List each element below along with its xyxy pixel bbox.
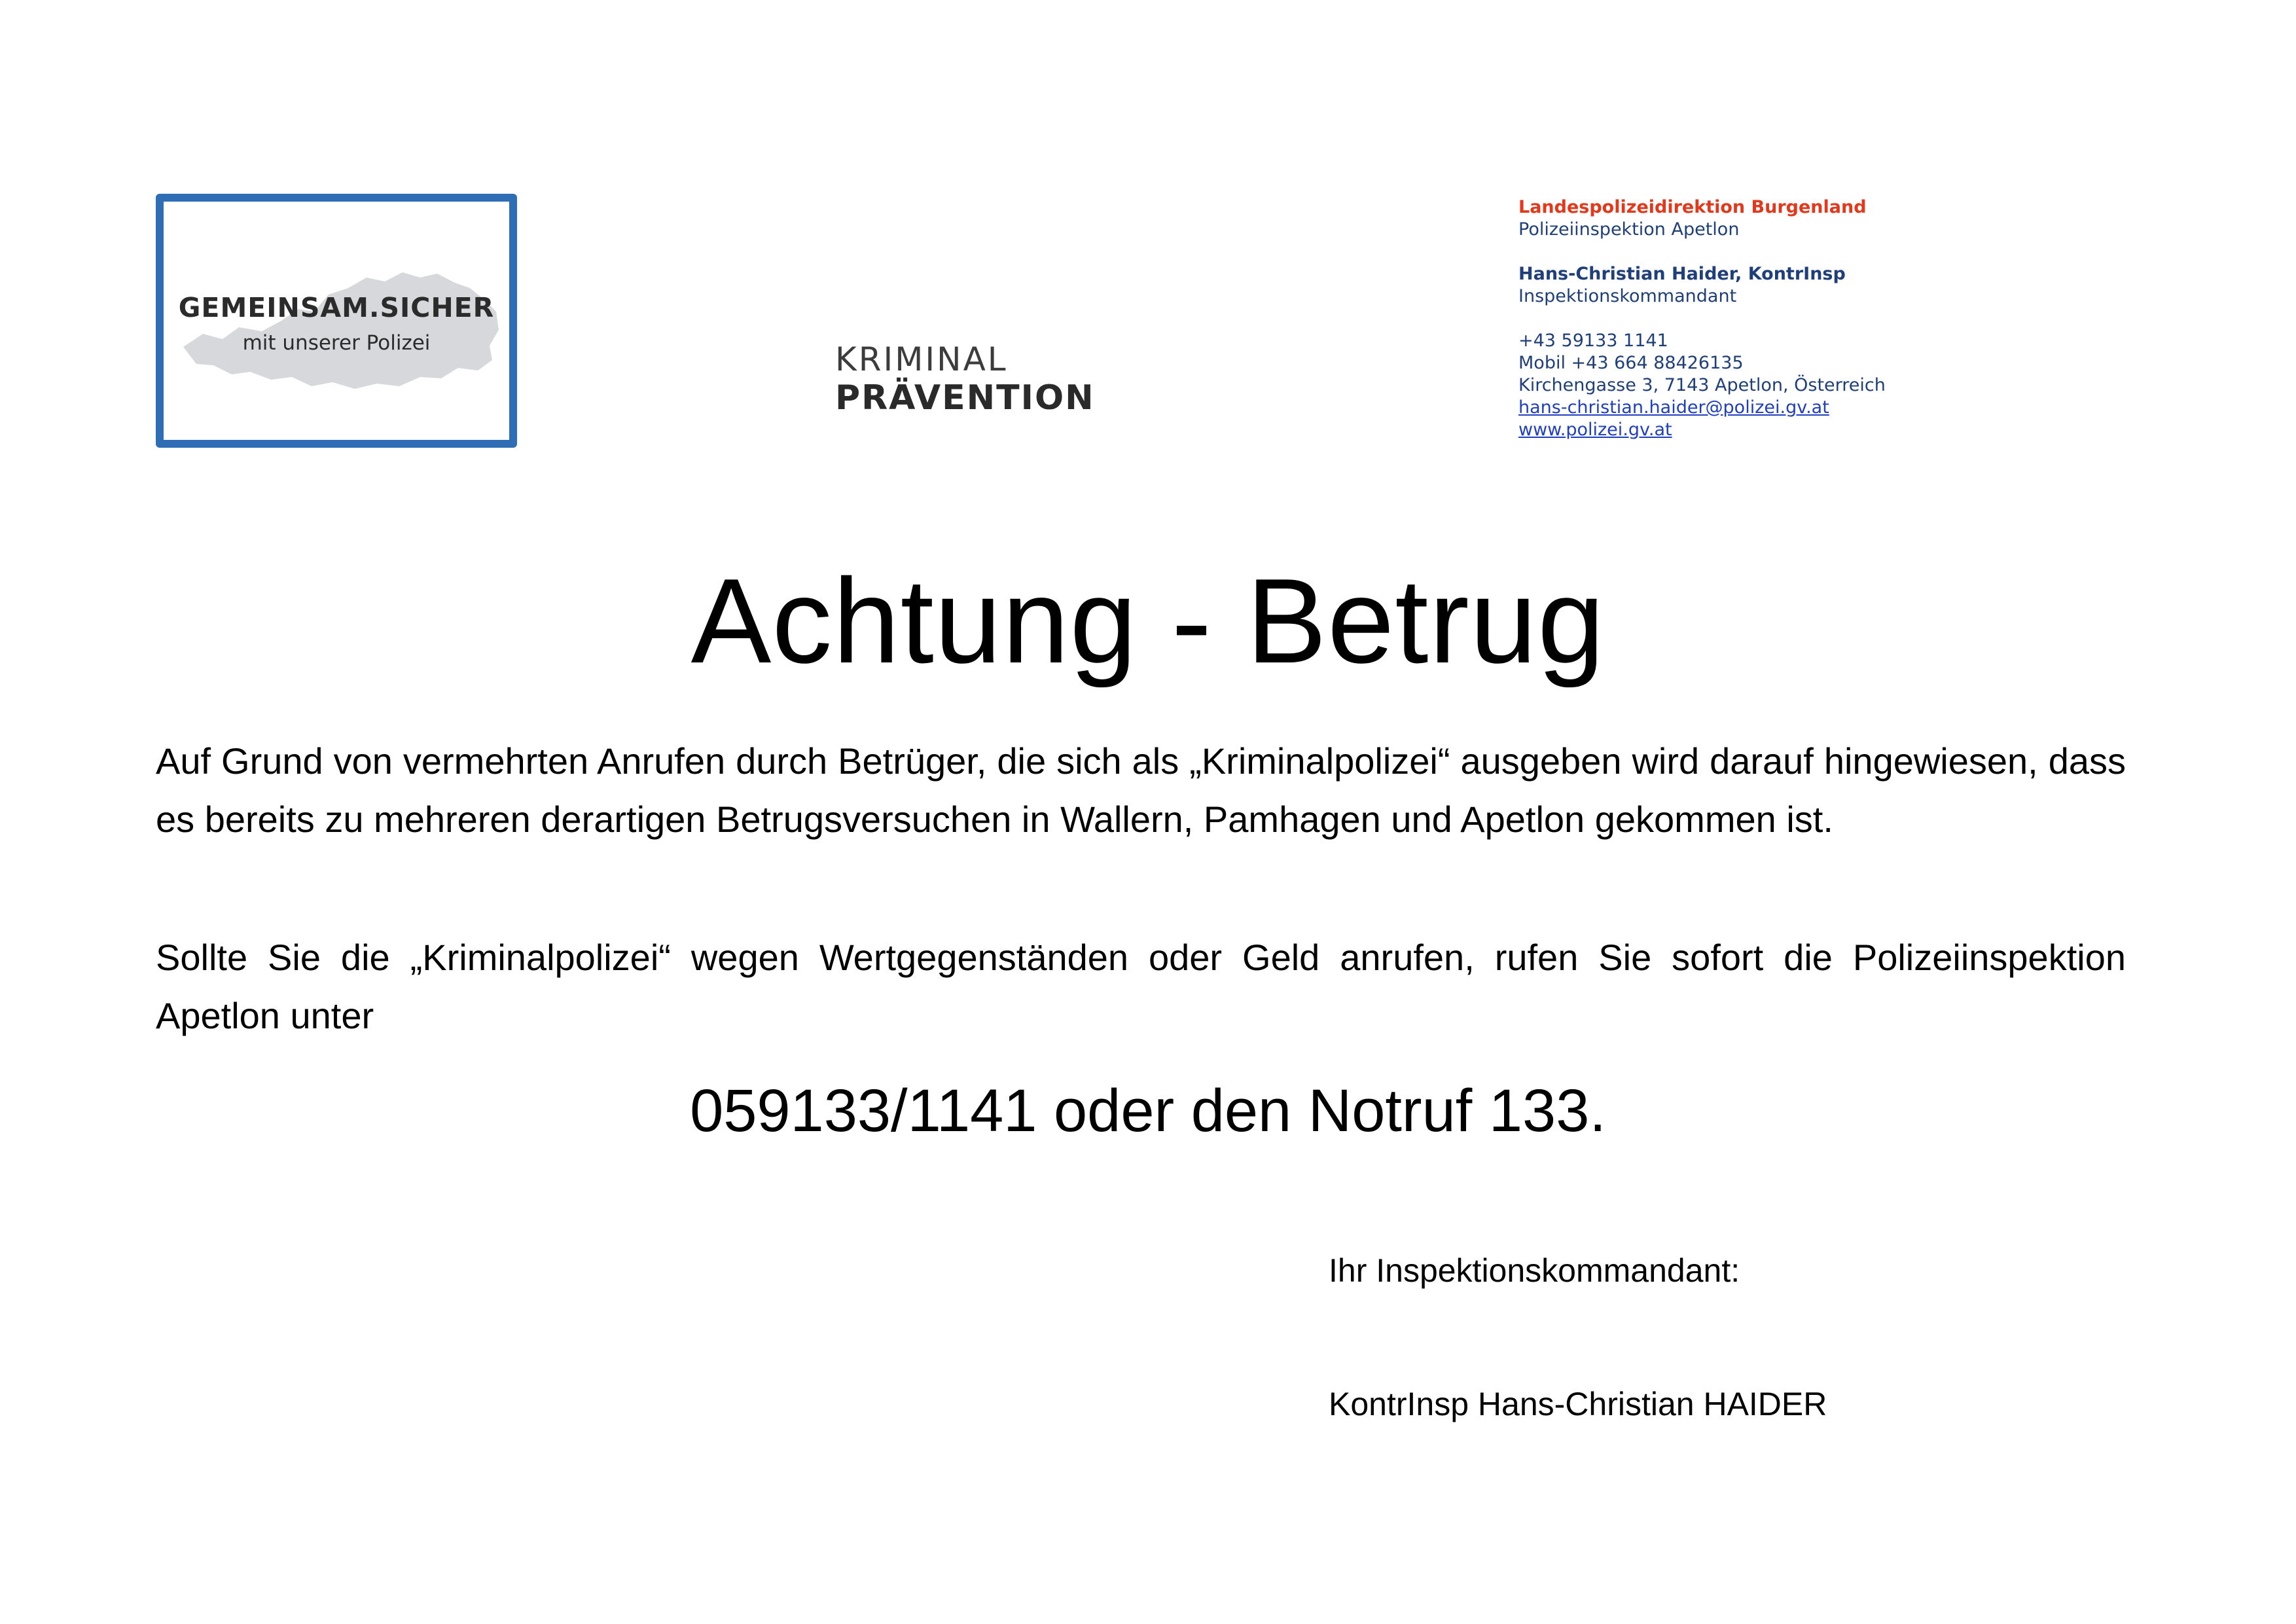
contact-block <box>1518 196 2173 441</box>
contact-spacer <box>1518 241 2173 263</box>
signature-name: KontrInsp Hans-Christian HAIDER <box>1329 1386 1827 1422</box>
contact-website-link[interactable]: www.polizei.gv.at <box>1518 420 1672 440</box>
signature-title: Ihr Inspektionskommandant: <box>1329 1252 1740 1289</box>
emergency-phone-line: 059133/1141 oder den Notruf 133. <box>690 1077 1606 1144</box>
logo-title: GEMEINSAM.SICHER <box>178 292 495 323</box>
logo-subtitle: mit unserer Polizei <box>242 331 431 355</box>
gemeinsam-sicher-logo <box>156 194 517 448</box>
contact-name: Hans-Christian Haider, KontrInsp <box>1518 264 1846 284</box>
crescent-icon <box>1107 335 1186 453</box>
kriminalpraevention-logo <box>833 335 1186 453</box>
austria-map-icon <box>177 249 504 406</box>
contact-phone: +43 59133 1141 <box>1518 331 1668 351</box>
contact-role: Inspektionskommandant <box>1518 286 1737 306</box>
logo-line-praevention: PRÄVENTION <box>835 378 1095 418</box>
contact-organization: Landespolizeidirektion Burgenland <box>1518 197 1867 217</box>
contact-unit: Polizeiinspektion Apetlon <box>1518 219 1740 240</box>
logo-line-kriminal: KRIMINAL <box>835 340 1008 378</box>
page-title: Achtung - Betrug <box>691 553 1605 688</box>
body-paragraph: Sollte Sie die „Kriminalpolizei“ wegen Wertgegenständen oder Geld anrufen, rufen Sie sofort die Polizeiinspektion Apetlon unter <box>156 937 2126 1036</box>
contact-email-link[interactable]: hans-christian.haider@polizei.gv.at <box>1518 397 1829 418</box>
body-paragraph: Auf Grund von vermehrten Anrufen durch Betrüger, die sich als „Kriminalpolizei“ ausgeben wird darauf hingewiesen, dass es bereits zu mehreren derartigen Betrugsversuchen in Wallern, Pamhagen und Apetlon gekommen ist. <box>156 740 2126 840</box>
contact-mobile: Mobil +43 664 88426135 <box>1518 353 1744 373</box>
contact-address: Kirchengasse 3, 7143 Apetlon, Österreich <box>1518 375 1886 395</box>
contact-spacer <box>1518 308 2173 330</box>
